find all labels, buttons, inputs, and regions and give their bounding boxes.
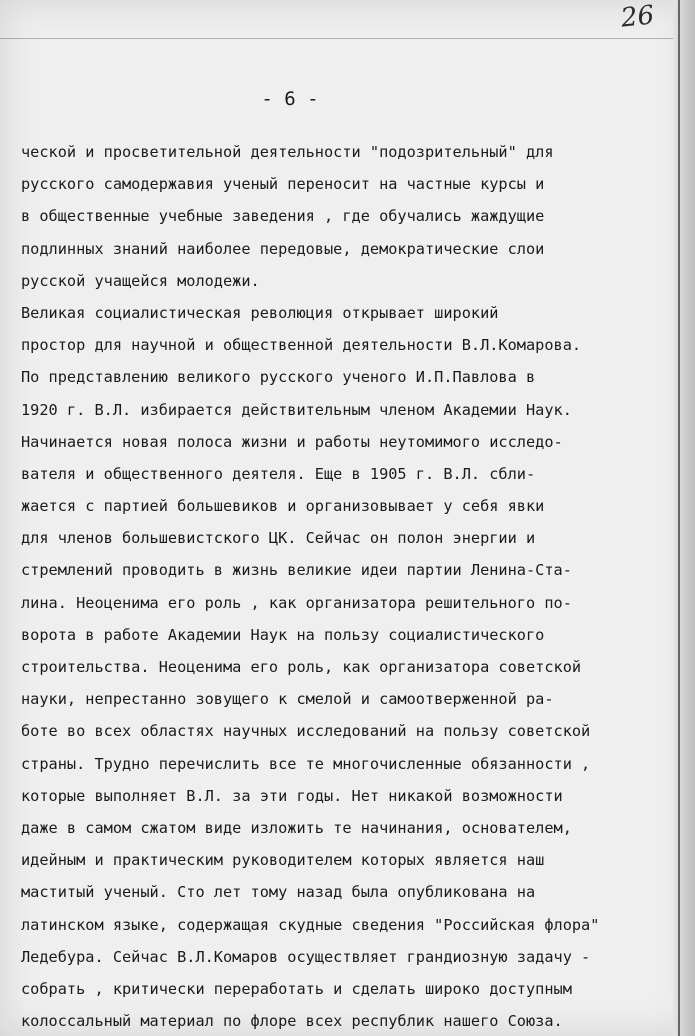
text-line: 1920 г. В.Л. избирается действительным членом Академии Наук.	[21, 400, 572, 419]
text-line: боте во всех областях научных исследований на пользу советской	[21, 722, 591, 741]
text-line: Начинается новая полоса жизни и работы неутомимого исследо-	[21, 432, 563, 451]
text-line: в общественные учебные заведения , где обучались жаждущие	[21, 207, 545, 226]
text-line: которые выполняет В.Л. за эти годы. Нет никакой возможности	[21, 786, 563, 805]
text-line: для членов большевистского ЦК. Сейчас он полон энергии и	[21, 529, 536, 548]
text-line: Великая социалистическая революция открывает широкий	[21, 303, 499, 322]
typewritten-body	[21, 136, 681, 1036]
text-line: Ледебура. Сейчас В.Л.Комаров осуществляет грандиозную задачу -	[21, 947, 591, 966]
text-line: ворота в работе Академии Наук на пользу социалистического	[21, 625, 545, 644]
text-line: вателя и общественного деятеля. Еще в 1905 г. В.Л. сбли-	[21, 464, 536, 483]
text-line: ческой и просветительной деятельности "подозрительный" для	[21, 143, 554, 161]
top-rule-line	[0, 38, 695, 39]
text-line: строительства. Неоценима его роль, как организатора советской	[21, 658, 582, 676]
text-line: русской учащейся молодежи.	[21, 271, 260, 290]
handwritten-sheet-number: 26	[619, 0, 656, 34]
text-line: стремлений проводить в жизнь великие идеи партии Ленина-Ста-	[21, 561, 572, 580]
text-line: латинском языке, содержащая скудные сведения "Российская флора"	[21, 915, 600, 934]
text-line: даже в самом сжатом виде изложить те начинания, основателем,	[21, 818, 572, 837]
text-line: лина. Неоценима его роль , как организатора решительного по-	[21, 593, 572, 612]
text-line: По представлению великого русского ученого И.П.Павлова в	[21, 368, 536, 387]
text-line: простор для научной и общественной деятельности В.Л.Комарова.	[21, 336, 582, 355]
text-line: подлинных знаний наиболее передовые, демократические слои	[21, 239, 545, 258]
text-line: колоссальный материал по флоре всех республик нашего Союза.	[21, 1012, 563, 1031]
text-line: русского самодержавия ученый переносит на частные курсы и	[21, 175, 545, 194]
text-line: науки, непрестанно зовущего к смелой и самоотверженной ра-	[21, 690, 554, 709]
text-line: собрать , критически переработать и сделать широко доступным	[21, 979, 572, 998]
page-number: - 6 -	[261, 88, 319, 110]
text-line: страны. Трудно перечислить все те многочисленные обязанности ,	[21, 754, 591, 773]
text-line: жается с партией большевиков и организовывает у себя явки	[21, 497, 545, 516]
text-line: маститый ученый. Сто лет тому назад была опубликована на	[21, 883, 536, 902]
text-line: идейным и практическим руководителем которых является наш	[21, 851, 545, 870]
